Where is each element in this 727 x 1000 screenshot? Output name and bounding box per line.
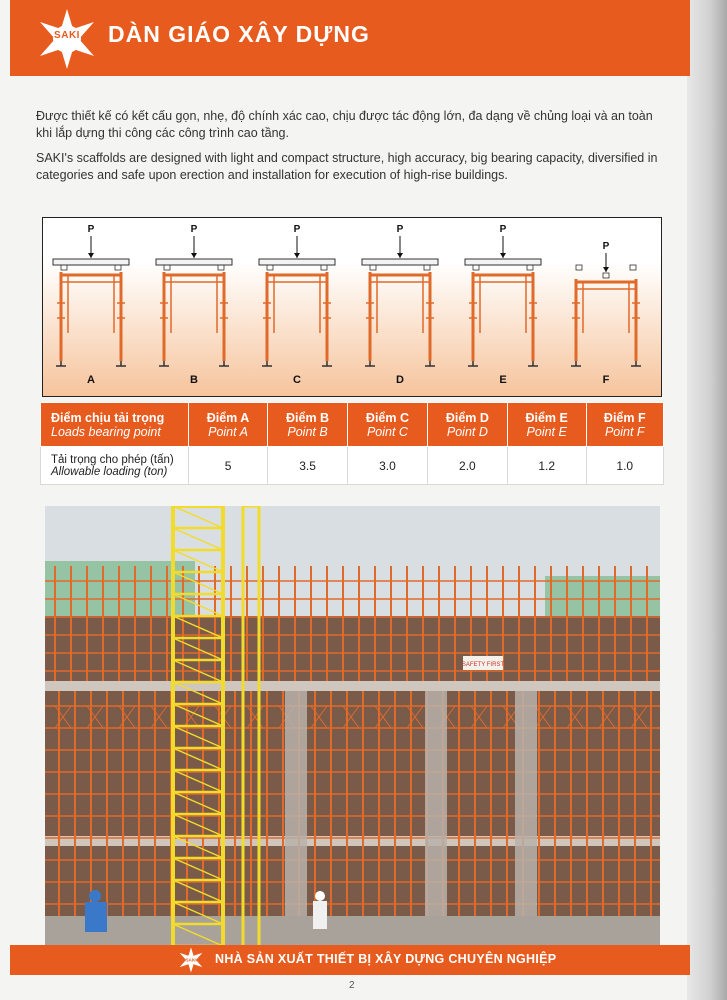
load-arrowhead: [500, 253, 506, 258]
load-symbol: P: [396, 224, 404, 235]
worker-body: [85, 902, 107, 932]
col-e-vi: Điểm E: [525, 410, 568, 425]
beam: [53, 259, 129, 265]
logo-text: SAKI: [54, 30, 80, 41]
construction-photo: [45, 506, 660, 953]
frame-label: D: [396, 374, 404, 386]
load-symbol: P: [499, 224, 507, 235]
concrete-column: [515, 691, 537, 916]
col-c-vi: Điểm C: [365, 410, 409, 425]
value-cell: 1.2: [507, 447, 586, 485]
page-header: [10, 0, 690, 76]
row-label-vi: Tải trọng cho phép (tấn): [51, 453, 174, 466]
intro-english: SAKI's scaffolds are designed with light and compact structure, high accuracy, big bearing capacity, diversified in categories and safe upon erection and installation for execution of high-rise buildings.: [36, 151, 658, 182]
col-e-en: Point E: [526, 424, 567, 439]
frame-label: A: [87, 374, 95, 386]
footer-tagline: NHÀ SẢN XUẤT THIẾT BỊ XÂY DỰNG CHUYÊN NGHIỆP: [215, 952, 557, 966]
load-symbol: P: [190, 224, 198, 235]
header-first-en: Loads bearing point: [51, 424, 161, 439]
table-header-col: [348, 403, 428, 447]
value-cell: 3.0: [348, 447, 428, 485]
connector: [630, 265, 636, 270]
connector: [527, 265, 533, 270]
value-cell: 3.5: [268, 447, 348, 485]
construction-site-illustration: [45, 506, 660, 953]
table-header-col: [427, 403, 507, 447]
load-diagram: [42, 217, 662, 397]
worker-helmet: [89, 890, 101, 902]
frame-label: C: [293, 374, 301, 386]
footer-logo-text: SAKI: [185, 957, 197, 963]
value-cell: 2.0: [427, 447, 507, 485]
page-footer: [10, 945, 690, 975]
col-d-en: Point D: [446, 424, 488, 439]
col-a-vi: Điểm A: [206, 410, 250, 425]
connector: [321, 265, 327, 270]
table-header-row: [41, 403, 664, 447]
frame-label: F: [602, 374, 610, 386]
load-arrowhead: [603, 267, 609, 272]
connector: [576, 265, 582, 270]
worker-helmet: [315, 891, 325, 901]
connector: [603, 273, 609, 278]
value-cell: 1.0: [586, 447, 663, 485]
scaffold-diagram-svg: [43, 218, 661, 396]
connector: [424, 265, 430, 270]
beam: [465, 259, 541, 265]
connector: [61, 265, 67, 270]
load-symbol: P: [87, 224, 95, 235]
value-cell: 5: [189, 447, 268, 485]
load-symbol: P: [602, 241, 610, 252]
col-f-en: Point F: [604, 424, 645, 439]
intro-vietnamese: Được thiết kế có kết cấu gọn, nhẹ, độ chính xác cao, chịu được tác động lớn, đa dạng về chủng loại và an toàn khi lắp dựng thi công các công trình cao tầng.: [36, 109, 653, 140]
connector: [218, 265, 224, 270]
intro-section: [36, 108, 666, 192]
table-row: [41, 447, 664, 485]
load-arrowhead: [191, 253, 197, 258]
row-label-en: Allowable loading (ton): [51, 465, 168, 478]
floor-slab: [45, 681, 660, 691]
concrete-column: [285, 691, 307, 916]
row-label: [41, 447, 189, 485]
table-header-first: [41, 403, 189, 447]
table-header-col: [507, 403, 586, 447]
connector: [370, 265, 376, 270]
frame-label: E: [499, 374, 507, 386]
footer-saki-logo-icon: [178, 947, 204, 973]
concrete-column: [425, 691, 447, 916]
col-d-vi: Điểm D: [445, 410, 489, 425]
page-number: 2: [349, 980, 355, 991]
load-arrowhead: [397, 253, 403, 258]
table-header-col: [189, 403, 268, 447]
table-header-col: [586, 403, 663, 447]
connector: [115, 265, 121, 270]
col-b-vi: Điểm B: [286, 410, 330, 425]
beam: [362, 259, 438, 265]
header-first-vi: Điểm chịu tải trọng: [51, 410, 165, 425]
beam: [156, 259, 232, 265]
table-header-col: [268, 403, 348, 447]
frame-label: B: [190, 374, 198, 386]
connector: [164, 265, 170, 270]
col-c-en: Point C: [366, 424, 408, 439]
load-arrowhead: [294, 253, 300, 258]
connector: [473, 265, 479, 270]
col-b-en: Point B: [287, 424, 328, 439]
connector: [267, 265, 273, 270]
col-f-vi: Điểm F: [603, 410, 646, 425]
load-table: [40, 402, 664, 485]
page-edge-shadow: [687, 0, 727, 1000]
worker-body: [313, 901, 327, 929]
load-arrowhead: [88, 253, 94, 258]
safety-sign-text: SAFETY FIRST: [461, 662, 505, 668]
col-a-en: Point A: [208, 424, 248, 439]
load-symbol: P: [293, 224, 301, 235]
beam: [259, 259, 335, 265]
page-title: DÀN GIÁO XÂY DỰNG: [108, 21, 370, 47]
